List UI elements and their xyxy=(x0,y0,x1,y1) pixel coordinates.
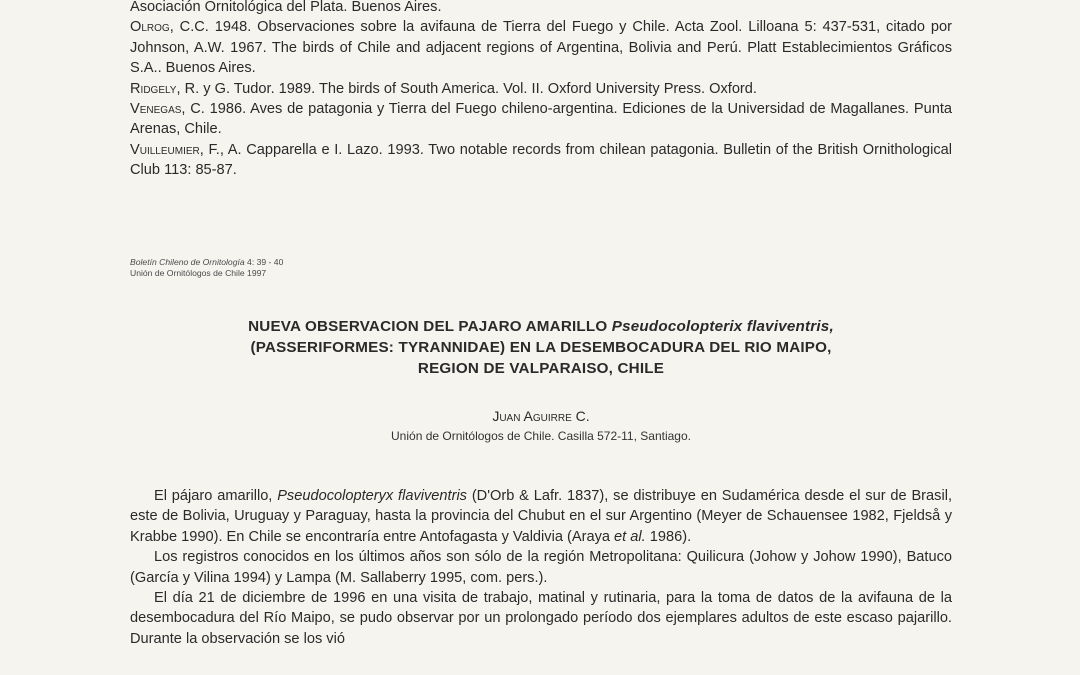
article-body xyxy=(130,486,952,649)
body-text: El pájaro amarillo, xyxy=(154,488,278,504)
reference-text: Asociación Ornitológica del Plata. Buenos Aires. xyxy=(130,0,442,15)
reference-entry xyxy=(130,17,952,78)
reference-text: , R. y G. Tudor. 1989. The birds of South America. Vol. II. Oxford University Press. Oxford. xyxy=(176,80,757,97)
reference-author: Ridgely xyxy=(130,80,177,97)
title-line-3: REGION DE VALPARAISO, CHILE xyxy=(417,360,665,377)
journal-pages: 4: 39 - 40 xyxy=(244,257,284,267)
reference-author: Olrog xyxy=(130,19,170,36)
reference-author: Vuilleumier xyxy=(130,141,200,158)
reference-author: Venegas xyxy=(130,101,182,118)
reference-text: , C. 1986. Aves de patagonia y Tierra del Fuego chileno-argentina. Ediciones de la Universidad de Magallanes. Punta Arenas, Chile. xyxy=(130,101,952,138)
body-text: 1986). xyxy=(645,528,692,545)
article-title xyxy=(130,316,952,379)
journal-citation xyxy=(130,257,283,278)
journal-name: Boletín Chileno de Ornitología xyxy=(130,257,245,267)
species-name: Pseudocolopteryx flaviventris xyxy=(277,488,467,504)
title-line-2: (PASSERIFORMES: TYRANNIDAE) EN LA DESEMBOCADURA DEL RIO MAIPO, xyxy=(250,339,832,356)
body-paragraph xyxy=(130,486,952,547)
body-text: (D'Orb & Lafr. 1837), se distribuye en Sudamérica desde el sur de Brasil, este de Bolivia, Uruguay y Paraguay, hasta la provincia del Chubut en el sur Argentino (Meyer de Schauensee 1982, Fjeldså y Krabbe 1990). En Chile se encontraría entre Antofagasta y Valdivia (Araya xyxy=(130,488,952,545)
title-line-1 xyxy=(130,316,952,337)
body-paragraph: El día 21 de diciembre de 1996 en una visita de trabajo, matinal y rutinaria, para la toma de datos de la avifauna de la desembocadura del Río Maipo, se pudo observar por un prolongado período dos ejemplares adultos de este escaso pajarillo. Durante la observación se los vió xyxy=(130,590,952,647)
journal-line xyxy=(130,257,283,268)
reference-text: , F., A. Capparella e I. Lazo. 1993. Two notable records from chilean patagonia. Bulletin of the British Ornithological Club 113: 85-87. xyxy=(130,141,952,179)
citation-etal: et al. xyxy=(614,528,646,545)
references-list xyxy=(130,0,952,181)
reference-entry xyxy=(130,0,952,17)
reference-entry xyxy=(130,99,952,140)
reference-entry xyxy=(130,79,952,99)
title-species: Pseudocolopterix flaviventris, xyxy=(611,318,834,335)
title-text: NUEVA OBSERVACION DEL PAJARO AMARILLO xyxy=(248,318,612,335)
reference-text: , C.C. 1948. Observaciones sobre la avifauna de Tierra del Fuego y Chile. Acta Zool. Lilloana 5: 437-531, citado por Johnson, A.W. 1967. The birds of Chile and adjacent regions of Argentina, Bolivia and Perú. Platt Establecimientos Gráficos S.A.. Buenos Aires. xyxy=(130,19,952,77)
body-paragraph: Los registros conocidos en los últimos años son sólo de la región Metropolitana: Quilicura (Johow y Johow 1990), Batuco (García y Vilina 1994) y Lampa (M. Sallaberry 1995, com. pers.). xyxy=(130,549,952,586)
author-affiliation: Unión de Ornitólogos de Chile. Casilla 572-11, Santiago. xyxy=(391,429,691,443)
reference-entry xyxy=(130,140,952,181)
article-author: Juan Aguirre C. xyxy=(492,408,590,424)
journal-publisher: Unión de Ornitólogos de Chile 1997 xyxy=(130,267,267,278)
